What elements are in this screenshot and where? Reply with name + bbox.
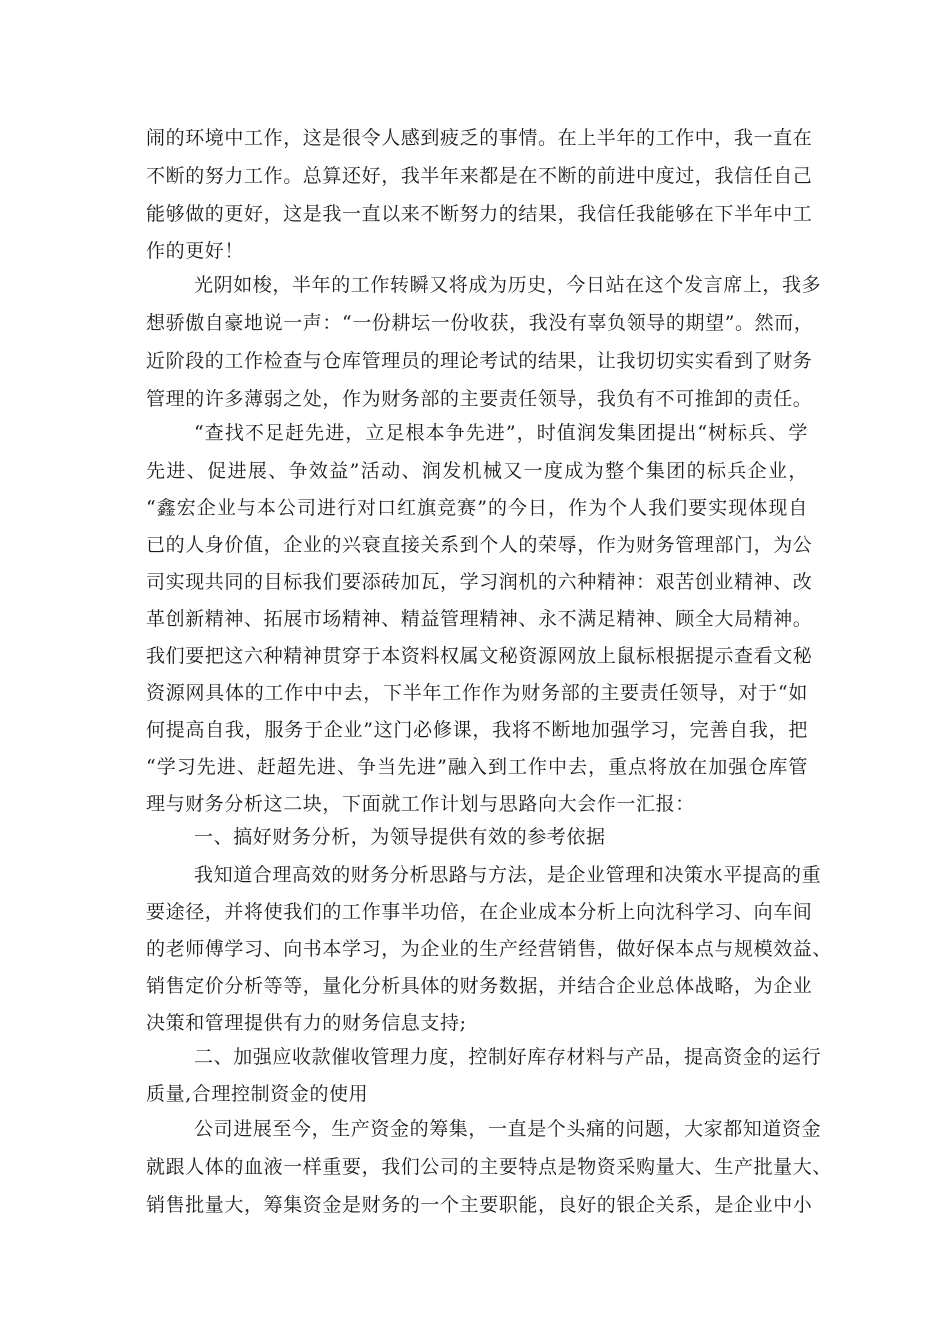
text-line: 销售定价分析等等，量化分析具体的财务数据，并结合企业总体战略，为企业 [146,975,813,997]
text-line: 我们要把这六种精神贯穿于本资料权属文秘资源网放上鼠标根据提示查看文秘 [146,645,813,667]
section-heading-continued: 质量,合理控制资金的使用 [146,1083,369,1105]
paragraph-first-line: 我知道合理高效的财务分析思路与方法，是企业管理和决策水平提高的重 [194,864,822,886]
text-line: 想骄傲自豪地说一声：“一份耕坛一份收获，我没有辜负领导的期望”。然而， [146,312,814,334]
paragraph-first-line: 光阴如梭，半年的工作转瞬又将成为历史，今日站在这个发言席上，我多 [194,274,822,296]
text-line: “鑫宏企业与本公司进行对口红旗竞赛”的今日，作为个人我们要实现体现自 [146,497,808,519]
text-line: 近阶段的工作检查与仓库管理员的理论考试的结果，让我切切实实看到了财务 [146,350,813,372]
text-line: 先进、促进展、争效益”活动、润发机械又一度成为整个集团的标兵企业， [146,460,808,482]
text-line: 管理的许多薄弱之处，作为财务部的主要责任领导，我负有不可推卸的责任。 [146,388,813,410]
text-line: 销售批量大，筹集资金是财务的一个主要职能，良好的银企关系，是企业中小 [146,1194,813,1216]
text-line: “学习先进、赶超先进、争当先进”融入到工作中去，重点将放在加强仓库管 [146,756,808,778]
text-line: 的老师傅学习、向书本学习，为企业的生产经营销售，做好保本点与规模效益、 [146,938,833,960]
text-line: 要途径，并将使我们的工作事半功倍，在企业成本分析上向沈科学习、向车间 [146,901,813,923]
text-line: 已的人身价值，企业的兴衰直接关系到个人的荣辱，作为财务管理部门，为公 [146,534,813,556]
text-line: 资源网具体的工作中中去，下半年工作作为财务部的主要责任领导，对于“如 [146,682,808,704]
paragraph-first-line: “查找不足赶先进，立足根本争先进”，时值润发集团提出“树标兵、学 [194,422,808,444]
text-line: 就跟人体的血液一样重要，我们公司的主要特点是物资采购量大、生产批量大、 [146,1156,833,1178]
text-line: 革创新精神、拓展市场精神、精益管理精神、永不满足精神、顾全大局精神。 [146,608,813,630]
text-line: 作的更好！ [146,240,245,262]
text-line: 决策和管理提供有力的财务信息支持; [146,1012,467,1034]
text-line: 理与财务分析这二块，下面就工作计划与思路向大会作一汇报： [146,793,695,815]
text-line: 司实现共同的目标我们要添砖加瓦，学习润机的六种精神：艰苦创业精神、改 [146,571,813,593]
paragraph-first-line: 公司进展至今，生产资金的筹集，一直是个头痛的问题，大家都知道资金 [194,1118,822,1140]
text-line: 能够做的更好，这是我一直以来不断努力的结果，我信任我能够在下半年中工 [146,203,813,225]
section-heading: 一、搞好财务分析，为领导提供有效的参考依据 [194,826,606,848]
text-line: 闹的环境中工作，这是很令人感到疲乏的事情。在上半年的工作中，我一直在 [146,127,813,149]
section-heading: 二、加强应收款催收管理力度，控制好库存材料与产品，提高资金的运行 [194,1046,822,1068]
text-line: 何提高自我，服务于企业”这门必修课，我将不断地加强学习，完善自我，把 [146,719,808,741]
text-line: 不断的努力工作。总算还好，我半年来都是在不断的前进中度过，我信任自己 [146,165,813,187]
